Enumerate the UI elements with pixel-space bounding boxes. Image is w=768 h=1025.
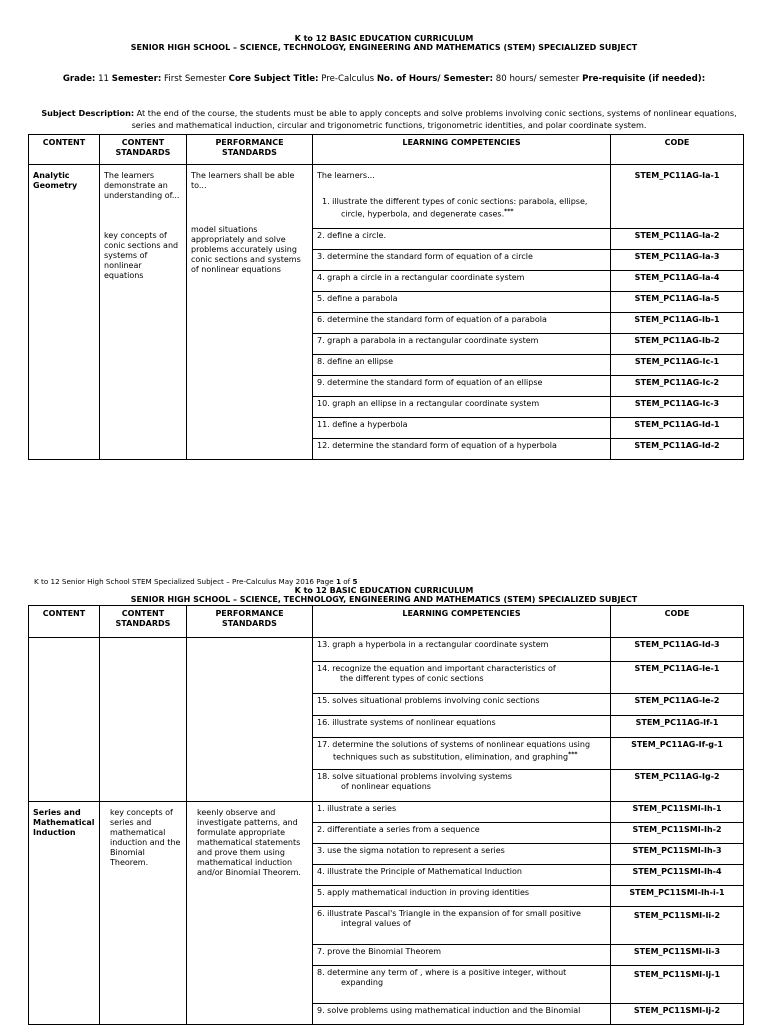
curriculum-header-line2-page2: SENIOR HIGH SCHOOL – SCIENCE, TECHNOLOGY, ENGINEERING AND MATHEMATICS (STEM) SPECIALIZED SUBJECT [130, 595, 638, 604]
subject-description-text: At the end of the course, the students must be able to apply concepts and solve problems involving conic sections, systems of nonlinear equations, series and mathematical induction, circular and trigonometric functions, trigonometric identities, and polar coordinate system. [131, 108, 737, 130]
competency-code: STEM_PC11SMI-Ih-3 [611, 844, 744, 865]
competency-code: STEM_PC11SMI-Ij-2 [611, 1004, 744, 1025]
competency-code: STEM_PC11AG-Id-1 [611, 418, 744, 439]
learning-competency: 11. define a hyperbola [313, 418, 611, 439]
subject-meta-line: Grade: 11 Semester: First Semester Core Subject Title: Pre-Calculus No. of Hours/ Semester: 80 hours/ semester Pre-requisite (if needed): [62, 74, 706, 84]
subject-description [34, 107, 744, 131]
learning-competency: 9. determine the standard form of equation of an ellipse [313, 376, 611, 397]
col-content: CONTENT [29, 135, 100, 165]
curriculum-header-line1-page2: K to 12 BASIC EDUCATION CURRICULUM [294, 586, 474, 595]
learning-competency: 2. differentiate a series from a sequence [313, 823, 611, 844]
competency-code: STEM_PC11AG-Ig-2 [611, 770, 744, 802]
competency-code: STEM_PC11SMI-Ih-i-1 [611, 886, 744, 907]
competency-code: STEM_PC11SMI-Ih-2 [611, 823, 744, 844]
table-header-row [29, 606, 744, 638]
competency-code: STEM_PC11SMI-Ii-2 [611, 907, 744, 945]
competency-code: STEM_PC11AG-Ia-2 [611, 229, 744, 250]
competency-code: STEM_PC11AG-Ie-2 [611, 694, 744, 716]
competency-code: STEM_PC11SMI-Ih-4 [611, 865, 744, 886]
learning-competency: 2. define a circle. [313, 229, 611, 250]
table-row [29, 638, 744, 662]
table-row [29, 165, 744, 229]
learning-competency: 16. illustrate systems of nonlinear equations [313, 716, 611, 738]
learning-competency: 3. use the sigma notation to represent a series [313, 844, 611, 865]
content-standards-cell: key concepts of series and mathematical induction and the Binomial Theorem. [100, 802, 187, 1025]
competency-code: STEM_PC11AG-Ic-2 [611, 376, 744, 397]
competency-code: STEM_PC11SMI-Ii-3 [611, 945, 744, 966]
competency-code: STEM_PC11AG-Ie-1 [611, 662, 744, 694]
performance-standards-cell-empty [187, 638, 313, 802]
learning-competency: 9. solve problems using mathematical induction and the Binomial [313, 1004, 611, 1025]
learning-competency: 17. determine the solutions of systems of nonlinear equations using techniques such as substitution, elimination, and graphing*** [313, 738, 611, 770]
learning-competency: 12. determine the standard form of equation of a hyperbola [313, 439, 611, 460]
learning-competency: 14. recognize the equation and important characteristics of the different types of conic sections [313, 662, 611, 694]
learning-competency: 4. graph a circle in a rectangular coordinate system [313, 271, 611, 292]
performance-standards-cell: The learners shall be able to... model situations appropriately and solve problems accurately using conic sections and systems of nonlinear equations [187, 165, 313, 460]
learning-competency: 6. illustrate Pascal's Triangle in the expansion of for small positive integral values of [313, 907, 611, 945]
content-standards-cell: The learners demonstrate an understanding of... key concepts of conic sections and systems of nonlinear equations [100, 165, 187, 460]
learning-competency: 8. determine any term of , where is a positive integer, without expanding [313, 966, 611, 1004]
competency-code: STEM_PC11AG-Ib-1 [611, 313, 744, 334]
competency-code: STEM_PC11AG-Ia-4 [611, 271, 744, 292]
learning-competency: 10. graph an ellipse in a rectangular coordinate system [313, 397, 611, 418]
learning-competency: 8. define an ellipse [313, 355, 611, 376]
col-code: CODE [611, 135, 744, 165]
competency-code: STEM_PC11AG-Ic-3 [611, 397, 744, 418]
content-analytic-geometry: Analytic Geometry [29, 165, 100, 460]
col-content-standards: CONTENT STANDARDS [100, 135, 187, 165]
competency-code: STEM_PC11AG-Ia-3 [611, 250, 744, 271]
learning-competency: 5. apply mathematical induction in proving identities [313, 886, 611, 907]
curriculum-header-line1: K to 12 BASIC EDUCATION CURRICULUM [294, 34, 474, 43]
col-performance-standards: PERFORMANCE STANDARDS [187, 606, 313, 638]
content-standards-cell-empty [100, 638, 187, 802]
table-header-row [29, 135, 744, 165]
competency-code: STEM_PC11AG-Ia-1 [611, 165, 744, 229]
competency-table-page2 [28, 605, 744, 1025]
col-content-standards: CONTENT STANDARDS [100, 606, 187, 638]
learning-competency: 5. define a parabola [313, 292, 611, 313]
competency-code: STEM_PC11AG-Id-2 [611, 439, 744, 460]
col-performance-standards: PERFORMANCE STANDARDS [187, 135, 313, 165]
curriculum-header-line2: SENIOR HIGH SCHOOL – SCIENCE, TECHNOLOGY, ENGINEERING AND MATHEMATICS (STEM) SPECIALIZED SUBJECT [130, 43, 638, 52]
learning-competency: The learners... 1. illustrate the different types of conic sections: parabola, ellipse, circle, hyperbola, and degenerate cases.*** [313, 165, 611, 229]
competency-code: STEM_PC11AG-Ic-1 [611, 355, 744, 376]
learning-competency: 7. graph a parabola in a rectangular coordinate system [313, 334, 611, 355]
learning-competency: 13. graph a hyperbola in a rectangular coordinate system [313, 638, 611, 662]
learning-competency: 6. determine the standard form of equation of a parabola [313, 313, 611, 334]
col-learning-competencies: LEARNING COMPETENCIES [313, 606, 611, 638]
competency-code: STEM_PC11AG-Ib-2 [611, 334, 744, 355]
learning-competency: 15. solves situational problems involving conic sections [313, 694, 611, 716]
learning-competency: 3. determine the standard form of equation of a circle [313, 250, 611, 271]
learning-competency: 4. illustrate the Principle of Mathematical Induction [313, 865, 611, 886]
competency-code: STEM_PC11AG-If-g-1 [611, 738, 744, 770]
competency-code: STEM_PC11AG-If-1 [611, 716, 744, 738]
content-cell-empty [29, 638, 100, 802]
learning-competency: 1. illustrate a series [313, 802, 611, 823]
subject-description-label: Subject Description: [41, 108, 135, 118]
performance-standards-cell: keenly observe and investigate patterns, and formulate appropriate mathematical statements and prove them using mathematical induction and/or Binomial Theorem. [187, 802, 313, 1025]
competency-code: STEM_PC11AG-Id-3 [611, 638, 744, 662]
learning-competency: 18. solve situational problems involving systems of nonlinear equations [313, 770, 611, 802]
col-learning-competencies: LEARNING COMPETENCIES [313, 135, 611, 165]
learning-competency: 7. prove the Binomial Theorem [313, 945, 611, 966]
table-row [29, 802, 744, 823]
col-code: CODE [611, 606, 744, 638]
page-footer: K to 12 Senior High School STEM Specialized Subject – Pre-Calculus May 2016 Page 1 of 5 [34, 577, 358, 586]
col-content: CONTENT [29, 606, 100, 638]
competency-code: STEM_PC11SMI-Ij-1 [611, 966, 744, 1004]
competency-table-page1 [28, 134, 744, 460]
content-series-induction: Series and Mathematical Induction [29, 802, 100, 1025]
competency-code: STEM_PC11AG-Ia-5 [611, 292, 744, 313]
competency-code: STEM_PC11SMI-Ih-1 [611, 802, 744, 823]
